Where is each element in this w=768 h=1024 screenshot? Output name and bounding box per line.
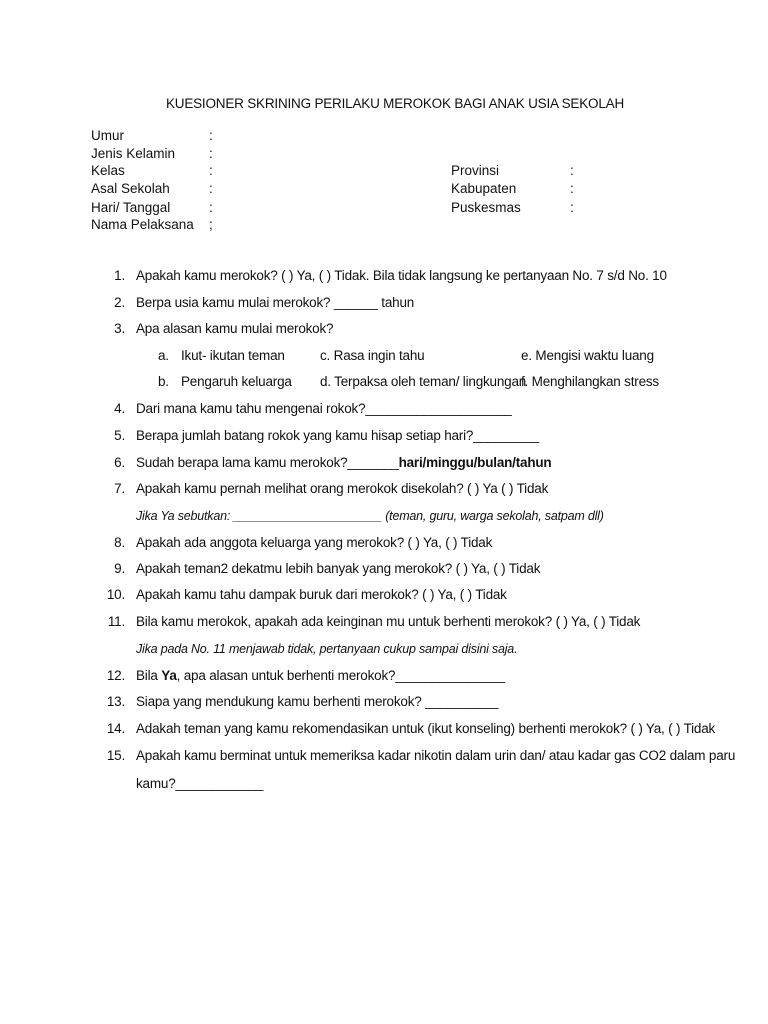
option-c: c. Rasa ingin tahu [320,348,425,363]
note-q7: Jika Ya sebutkan: ______________________ (teman, guru, warga sekolah, satpam dll) [136,509,604,523]
question-number: 7. [114,481,125,496]
field-label: Asal Sekolah [91,181,170,196]
question-text: Berapa jumlah batang rokok yang kamu hisap setiap hari?_________ [136,428,539,443]
field-colon: : [209,146,213,161]
question-text: kamu?____________ [136,776,264,791]
question-number: 2. [114,295,125,310]
option-a-text: Ikut- ikutan teman [181,348,285,363]
question-number: 10. [106,587,125,602]
option-d: d. Terpaksa oleh teman/ lingkungan [320,374,527,389]
option-b-text: Pengaruh keluarga [181,374,292,389]
question-text: Apakah kamu tahu dampak buruk dari merokok? ( ) Ya, ( ) Tidak [136,587,507,602]
field-colon: : [209,181,213,196]
field-colon: ; [209,217,213,232]
question-text: Bila kamu merokok, apakah ada keinginan mu untuk berhenti merokok? ( ) Ya, ( ) Tidak [136,614,641,629]
field-label: Puskesmas [451,200,521,215]
question-number: 11. [107,614,125,629]
note-q11: Jika pada No. 11 menjawab tidak, pertanyaan cukup sampai disini saja. [136,642,518,656]
field-colon: : [209,200,213,215]
question-text: Adakah teman yang kamu rekomendasikan untuk (ikut konseling) berhenti merokok? ( ) Ya, ( ) Tidak [136,721,716,736]
question-text [136,668,505,683]
question-number: 9. [114,561,125,576]
question-number: 14. [106,721,125,736]
field-label: Umur [91,128,124,143]
question-text: Apa alasan kamu mulai merokok? [136,321,334,336]
field-label: Jenis Kelamin [91,146,176,161]
field-colon: : [570,181,574,196]
field-label: Hari/ Tanggal [91,200,171,215]
question-text: Apakah kamu berminat untuk memeriksa kadar nikotin dalam urin dan/ atau kadar gas CO2 dalam paru [136,748,736,763]
option-a-key: a. [158,348,169,363]
field-label: Kabupaten [451,181,517,196]
field-colon: : [209,163,213,178]
question-text: Apakah kamu merokok? ( ) Ya, ( ) Tidak. Bila tidak langsung ke pertanyaan No. 7 s/d No. 10 [136,268,667,283]
question-text-plain: , apa alasan untuk berhenti merokok?_______________ [176,668,505,683]
question-number: 6. [114,455,125,470]
field-colon: : [209,128,213,143]
question-text: Apakah kamu pernah melihat orang merokok disekolah? ( ) Ya ( ) Tidak [136,481,549,496]
question-text-plain: Sudah berapa lama kamu merokok?_______ [136,455,399,470]
page-title: KUESIONER SKRINING PERILAKU MEROKOK BAGI ANAK USIA SEKOLAH [165,96,625,111]
question-text-bold: Ya [161,668,177,683]
field-colon: : [570,200,574,215]
question-number: 3. [114,321,125,336]
question-number: 12. [106,668,125,683]
question-text: Apakah ada anggota keluarga yang merokok? ( ) Ya, ( ) Tidak [136,535,493,550]
question-text-bold: hari/minggu/bulan/tahun [398,455,552,470]
option-f: f. Menghilangkan stress [521,374,659,389]
option-e: e. Mengisi waktu luang [521,348,654,363]
question-number: 4. [114,401,125,416]
question-text: Dari mana kamu tahu mengenai rokok?____________________ [136,401,512,416]
question-text-pre: Bila [136,668,162,683]
field-colon: : [570,163,574,178]
question-text: Berpa usia kamu mulai merokok? ______ tahun [136,295,415,310]
question-text: Apakah teman2 dekatmu lebih banyak yang merokok? ( ) Ya, ( ) Tidak [136,561,541,576]
question-number: 1. [114,268,125,283]
question-number: 13. [106,694,125,709]
option-b-key: b. [158,374,169,389]
question-number: 8. [114,535,125,550]
question-number: 5. [114,428,125,443]
question-number: 15. [106,748,125,763]
question-text [136,455,551,470]
field-label: Provinsi [451,163,500,178]
field-label: Nama Pelaksana [91,217,194,232]
field-label: Kelas [91,163,125,178]
question-text: Siapa yang mendukung kamu berhenti merokok? __________ [136,694,499,709]
